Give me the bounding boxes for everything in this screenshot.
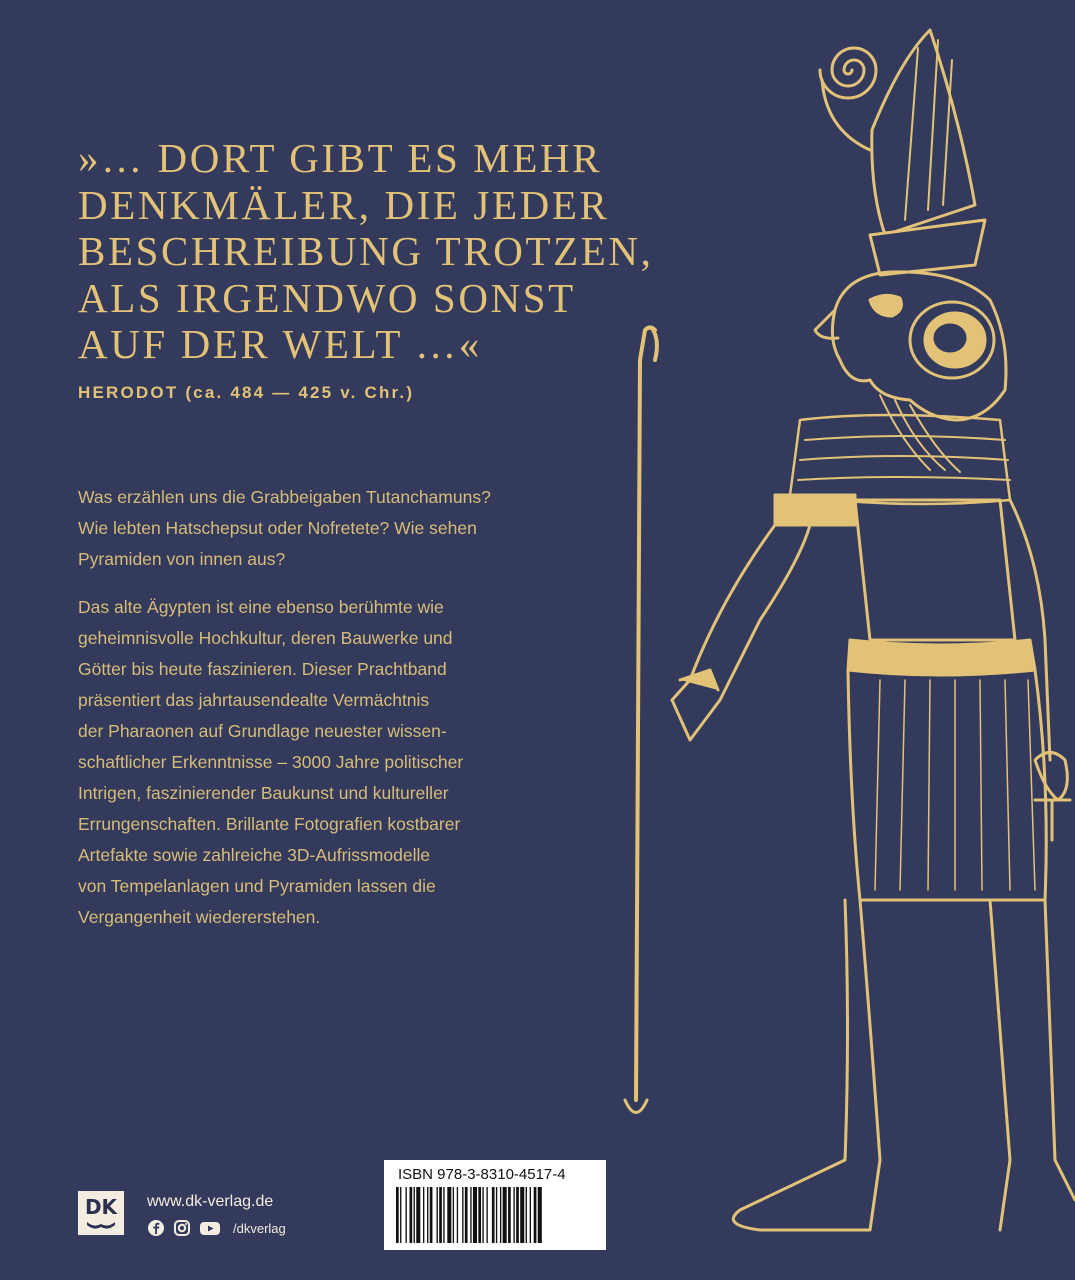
barcode-bar xyxy=(478,1187,481,1243)
barcode-bar xyxy=(405,1187,406,1243)
paragraph-line: Artefakte sowie zahlreiche 3D-Aufrissmodelle xyxy=(78,845,431,865)
barcode-bar xyxy=(470,1187,471,1243)
barcode-bar xyxy=(520,1187,524,1243)
quote-attribution: HERODOT (ca. 484 — 425 v. Chr.) xyxy=(78,383,415,402)
barcode-bar xyxy=(439,1187,442,1243)
isbn-barcode xyxy=(384,1160,606,1250)
barcode-bar xyxy=(430,1187,433,1243)
paragraph-line: Vergangenheit wiedererstehen. xyxy=(78,907,321,927)
description-paragraph xyxy=(78,592,638,933)
social-links xyxy=(147,1219,286,1237)
intro-paragraph xyxy=(78,482,638,575)
paragraph-line: Pyramiden von innen aus? xyxy=(78,549,286,569)
barcode-bar xyxy=(423,1187,424,1243)
barcode-bar xyxy=(496,1187,497,1243)
paragraph-line: präsentiert das jahrtausendealte Vermächtnis xyxy=(78,690,430,710)
youtube-icon[interactable] xyxy=(199,1219,221,1237)
dk-logo-text: DK xyxy=(84,1195,118,1219)
barcode-bar xyxy=(534,1187,537,1243)
quote-line: AUF DER WELT …« xyxy=(78,321,482,367)
barcode-bar xyxy=(416,1187,420,1243)
social-handle[interactable]: /dkverlag xyxy=(233,1220,286,1236)
dk-logo xyxy=(78,1191,124,1235)
barcode-bar xyxy=(465,1187,468,1243)
quote-line: ALS IRGENDWO SONST xyxy=(78,274,576,321)
paragraph-line: Das alte Ägypten ist eine ebenso berühmte wie xyxy=(78,597,444,617)
barcode-bars xyxy=(396,1187,594,1243)
paragraph-line: Errungenschaften. Brillante Fotografien kostbarer xyxy=(78,814,461,834)
barcode-bar xyxy=(508,1187,511,1243)
barcode-bar xyxy=(538,1187,542,1243)
barcode-bar xyxy=(414,1187,415,1243)
barcode-bar xyxy=(482,1187,483,1243)
book-icon xyxy=(87,1222,115,1229)
barcode-bar xyxy=(400,1187,401,1243)
paragraph-line: von Tempelanlagen und Pyramiden lassen die xyxy=(78,876,436,896)
website-link[interactable]: www.dk-verlag.de xyxy=(147,1193,274,1210)
paragraph-line: Götter bis heute faszinieren. Dieser Prachtband xyxy=(78,659,447,679)
paragraph-line: geheimnisvolle Hochkultur, deren Bauwerke und xyxy=(78,628,453,648)
barcode-bar xyxy=(516,1187,519,1243)
barcode-bar xyxy=(396,1187,399,1243)
barcode-bar xyxy=(486,1187,487,1243)
barcode-bar xyxy=(500,1187,501,1243)
paragraph-line: der Pharaonen auf Grundlage neuester wissen- xyxy=(78,721,447,741)
barcode-bar xyxy=(443,1187,444,1243)
barcode-bar xyxy=(410,1187,413,1243)
barcode-bar xyxy=(473,1187,477,1243)
barcode-bar xyxy=(513,1187,514,1243)
facebook-icon[interactable] xyxy=(147,1219,165,1237)
quote-line: BESCHREIBUNG TROTZEN, xyxy=(78,228,654,274)
paragraph-line: Was erzählen uns die Grabbeigaben Tutanchamuns? xyxy=(78,487,491,507)
instagram-icon[interactable] xyxy=(173,1219,191,1237)
horus-illustration xyxy=(600,0,1075,1280)
paragraph-line: Intrigen, faszinierender Baukunst und kultureller xyxy=(78,783,449,803)
quote xyxy=(78,135,654,368)
isbn-number: ISBN 978-3-8310-4517-4 xyxy=(398,1166,566,1183)
quote-line: »… DORT GIBT ES MEHR xyxy=(78,135,603,181)
barcode-bar xyxy=(492,1187,495,1243)
barcode-bar xyxy=(437,1187,438,1243)
paragraph-line: schaftlicher Erkenntnisse – 3000 Jahre politischer xyxy=(78,752,464,772)
paragraph-line: Wie lebten Hatschepsut oder Nofretete? Wie sehen xyxy=(78,518,477,538)
barcode-bar xyxy=(462,1187,463,1243)
barcode-bar xyxy=(530,1187,531,1243)
barcode-bar xyxy=(453,1187,454,1243)
barcode-bar xyxy=(503,1187,507,1243)
barcode-bar xyxy=(526,1187,527,1243)
barcode-bar xyxy=(427,1187,428,1243)
barcode-bar xyxy=(457,1187,458,1243)
barcode-bar xyxy=(447,1187,451,1243)
quote-line: DENKMÄLER, DIE JEDER xyxy=(78,181,610,228)
